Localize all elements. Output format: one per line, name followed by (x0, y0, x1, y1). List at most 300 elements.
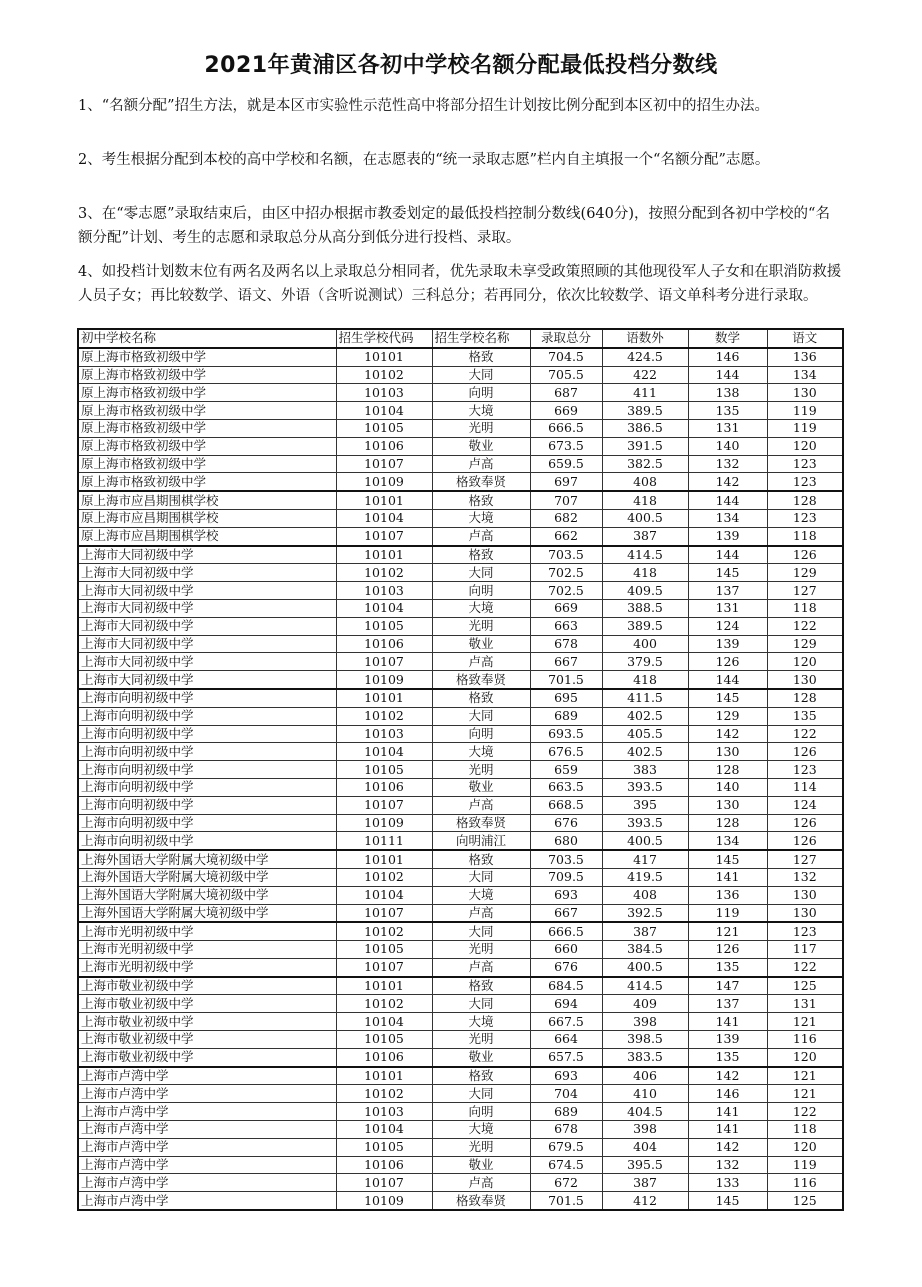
cell-school-code: 10111 (336, 832, 432, 850)
cell-three-subjects: 411.5 (602, 689, 688, 707)
cell-three-subjects: 419.5 (602, 868, 688, 886)
cell-junior-school: 原上海市格致初级中学 (78, 455, 336, 473)
cell-school-name: 大同 (432, 1085, 530, 1103)
cell-math: 133 (688, 1174, 767, 1192)
cell-chinese: 128 (767, 689, 843, 707)
cell-three-subjects: 422 (602, 366, 688, 384)
table-row (78, 455, 843, 473)
cell-three-subjects: 389.5 (602, 617, 688, 635)
cell-math: 137 (688, 995, 767, 1013)
header-math: 数学 (688, 329, 767, 348)
cell-school-name: 大同 (432, 366, 530, 384)
cell-three-subjects: 388.5 (602, 599, 688, 617)
cell-school-name: 向明 (432, 1103, 530, 1121)
cell-total-score: 694 (530, 995, 602, 1013)
cell-chinese: 118 (767, 599, 843, 617)
cell-school-name: 向明 (432, 725, 530, 743)
cell-school-code: 10105 (336, 1031, 432, 1049)
cell-three-subjects: 405.5 (602, 725, 688, 743)
cell-school-name: 格致奉贤 (432, 473, 530, 491)
cell-chinese: 114 (767, 778, 843, 796)
rule-paragraph-3: 3、在“零志愿”录取结束后，由区中招办根据市教委划定的最低投档控制分数线(640分)，按照分配到各初中学校的“名额分配”计划、考生的志愿和录取总分从高分到低分进行投档、录取。 (78, 206, 830, 246)
cell-school-code: 10107 (336, 653, 432, 671)
cell-school-code: 10104 (336, 402, 432, 420)
cell-chinese: 131 (767, 995, 843, 1013)
cell-three-subjects: 398 (602, 1121, 688, 1139)
header-total-score: 录取总分 (530, 329, 602, 348)
cell-school-code: 10103 (336, 1103, 432, 1121)
header-school-name: 招生学校名称 (432, 329, 530, 348)
cell-total-score: 676 (530, 958, 602, 976)
cell-junior-school: 上海市敬业初级中学 (78, 977, 336, 995)
cell-school-name: 敬业 (432, 437, 530, 455)
cell-school-name: 向明 (432, 582, 530, 600)
cell-school-code: 10107 (336, 796, 432, 814)
cell-chinese: 119 (767, 402, 843, 420)
cell-school-name: 卢高 (432, 904, 530, 922)
cell-chinese: 129 (767, 635, 843, 653)
cell-junior-school: 上海市卢湾中学 (78, 1138, 336, 1156)
cell-chinese: 136 (767, 348, 843, 366)
table-header-row (78, 329, 843, 348)
cell-three-subjects: 410 (602, 1085, 688, 1103)
cell-junior-school: 上海外国语大学附属大境初级中学 (78, 850, 336, 868)
cell-three-subjects: 414.5 (602, 977, 688, 995)
cell-three-subjects: 383 (602, 761, 688, 779)
cell-total-score: 668.5 (530, 796, 602, 814)
table-row (78, 778, 843, 796)
cell-school-code: 10107 (336, 1174, 432, 1192)
cell-junior-school: 上海市大同初级中学 (78, 617, 336, 635)
cell-junior-school: 上海市向明初级中学 (78, 743, 336, 761)
cell-total-score: 666.5 (530, 419, 602, 437)
cell-math: 129 (688, 707, 767, 725)
cell-junior-school: 上海市大同初级中学 (78, 653, 336, 671)
cell-chinese: 122 (767, 725, 843, 743)
cell-junior-school: 上海市向明初级中学 (78, 725, 336, 743)
cell-total-score: 662 (530, 527, 602, 545)
cell-school-name: 卢高 (432, 527, 530, 545)
cell-junior-school: 上海市向明初级中学 (78, 796, 336, 814)
table-row (78, 1031, 843, 1049)
cell-three-subjects: 402.5 (602, 743, 688, 761)
cell-school-code: 10105 (336, 941, 432, 959)
cell-three-subjects: 387 (602, 922, 688, 940)
cell-three-subjects: 408 (602, 473, 688, 491)
cell-chinese: 130 (767, 384, 843, 402)
cell-chinese: 127 (767, 582, 843, 600)
cell-three-subjects: 404 (602, 1138, 688, 1156)
table-row (78, 886, 843, 904)
cell-school-code: 10105 (336, 761, 432, 779)
cell-school-name: 卢高 (432, 958, 530, 976)
cell-total-score: 679.5 (530, 1138, 602, 1156)
cell-school-code: 10101 (336, 977, 432, 995)
cell-chinese: 120 (767, 437, 843, 455)
cell-school-name: 大同 (432, 995, 530, 1013)
cell-math: 144 (688, 491, 767, 509)
cell-junior-school: 上海市向明初级中学 (78, 778, 336, 796)
cell-three-subjects: 383.5 (602, 1048, 688, 1066)
cell-three-subjects: 411 (602, 384, 688, 402)
cell-junior-school: 原上海市应昌期围棋学校 (78, 491, 336, 509)
cell-total-score: 659 (530, 761, 602, 779)
cell-school-code: 10102 (336, 707, 432, 725)
table-row (78, 1013, 843, 1031)
cell-school-name: 光明 (432, 1031, 530, 1049)
table-row (78, 635, 843, 653)
cell-school-code: 10104 (336, 509, 432, 527)
cell-school-name: 大同 (432, 564, 530, 582)
cell-school-code: 10101 (336, 1067, 432, 1085)
cell-school-name: 格致奉贤 (432, 671, 530, 689)
cell-total-score: 689 (530, 707, 602, 725)
cell-math: 135 (688, 1048, 767, 1066)
cell-math: 145 (688, 689, 767, 707)
cell-total-score: 689 (530, 1103, 602, 1121)
cell-three-subjects: 404.5 (602, 1103, 688, 1121)
table-row (78, 617, 843, 635)
cell-school-code: 10102 (336, 1085, 432, 1103)
cell-junior-school: 原上海市格致初级中学 (78, 348, 336, 366)
cell-total-score: 660 (530, 941, 602, 959)
cell-school-code: 10102 (336, 995, 432, 1013)
rule-paragraph-4: 4、如投档计划数末位有两名及两名以上录取总分相同者，优先录取未享受政策照顾的其他现役军人子女和在职消防救援人员子女；再比较数学、语文、外语（含听说测试）三科总分；若再同分，依次比较数学、语文单科考分进行录取。 (78, 264, 842, 304)
cell-math: 145 (688, 564, 767, 582)
cell-math: 126 (688, 941, 767, 959)
cell-total-score: 659.5 (530, 455, 602, 473)
cell-three-subjects: 400.5 (602, 958, 688, 976)
cell-chinese: 123 (767, 473, 843, 491)
cell-total-score: 703.5 (530, 546, 602, 564)
cell-total-score: 705.5 (530, 366, 602, 384)
cell-school-code: 10105 (336, 1138, 432, 1156)
table-row (78, 419, 843, 437)
table-row (78, 527, 843, 545)
cell-math: 147 (688, 977, 767, 995)
cell-school-name: 光明 (432, 617, 530, 635)
cell-chinese: 119 (767, 419, 843, 437)
table-row (78, 402, 843, 420)
cell-total-score: 684.5 (530, 977, 602, 995)
cell-three-subjects: 389.5 (602, 402, 688, 420)
table-row (78, 868, 843, 886)
page-title: 2021年黄浦区各初中学校名额分配最低投档分数线 (204, 53, 718, 78)
cell-three-subjects: 406 (602, 1067, 688, 1085)
cell-school-code: 10103 (336, 725, 432, 743)
cell-chinese: 130 (767, 904, 843, 922)
cell-junior-school: 上海外国语大学附属大境初级中学 (78, 886, 336, 904)
cell-math: 145 (688, 850, 767, 868)
cell-three-subjects: 414.5 (602, 546, 688, 564)
table-row (78, 995, 843, 1013)
cell-three-subjects: 382.5 (602, 455, 688, 473)
cell-junior-school: 上海市大同初级中学 (78, 582, 336, 600)
cell-three-subjects: 387 (602, 527, 688, 545)
cell-math: 144 (688, 671, 767, 689)
cell-three-subjects: 418 (602, 671, 688, 689)
table-row (78, 941, 843, 959)
table-row (78, 743, 843, 761)
cell-chinese: 128 (767, 491, 843, 509)
cell-total-score: 693.5 (530, 725, 602, 743)
cell-school-code: 10106 (336, 635, 432, 653)
cell-chinese: 125 (767, 977, 843, 995)
table-row (78, 814, 843, 832)
cell-math: 141 (688, 1103, 767, 1121)
cell-junior-school: 上海市敬业初级中学 (78, 1048, 336, 1066)
cell-school-name: 格致 (432, 850, 530, 868)
cell-junior-school: 上海市光明初级中学 (78, 941, 336, 959)
cell-school-code: 10101 (336, 348, 432, 366)
cell-chinese: 121 (767, 1013, 843, 1031)
cell-math: 134 (688, 509, 767, 527)
cell-school-name: 敬业 (432, 778, 530, 796)
cell-junior-school: 原上海市格致初级中学 (78, 366, 336, 384)
cell-school-code: 10102 (336, 868, 432, 886)
cell-school-name: 格致 (432, 546, 530, 564)
cell-junior-school: 上海市卢湾中学 (78, 1192, 336, 1210)
cell-junior-school: 上海市卢湾中学 (78, 1067, 336, 1085)
cell-total-score: 673.5 (530, 437, 602, 455)
cell-school-name: 卢高 (432, 1174, 530, 1192)
table-row (78, 1192, 843, 1210)
cell-total-score: 676 (530, 814, 602, 832)
cell-school-code: 10106 (336, 437, 432, 455)
cell-chinese: 126 (767, 546, 843, 564)
table-row (78, 653, 843, 671)
table-row (78, 832, 843, 850)
cell-junior-school: 原上海市格致初级中学 (78, 437, 336, 455)
cell-junior-school: 上海市大同初级中学 (78, 671, 336, 689)
table-row (78, 1138, 843, 1156)
cell-school-name: 大同 (432, 868, 530, 886)
cell-total-score: 707 (530, 491, 602, 509)
table-row (78, 977, 843, 995)
cell-school-name: 格致 (432, 348, 530, 366)
cell-math: 130 (688, 743, 767, 761)
cell-junior-school: 原上海市格致初级中学 (78, 473, 336, 491)
cell-total-score: 667.5 (530, 1013, 602, 1031)
cell-total-score: 702.5 (530, 564, 602, 582)
cell-three-subjects: 400.5 (602, 509, 688, 527)
cell-math: 121 (688, 922, 767, 940)
cell-junior-school: 上海市敬业初级中学 (78, 1013, 336, 1031)
cell-chinese: 125 (767, 1192, 843, 1210)
cell-three-subjects: 387 (602, 1174, 688, 1192)
cell-school-name: 大境 (432, 1121, 530, 1139)
cell-chinese: 123 (767, 509, 843, 527)
cell-junior-school: 上海市向明初级中学 (78, 689, 336, 707)
cell-school-code: 10101 (336, 546, 432, 564)
cell-junior-school: 上海市敬业初级中学 (78, 995, 336, 1013)
cell-school-code: 10106 (336, 1156, 432, 1174)
cell-school-code: 10109 (336, 473, 432, 491)
table-row (78, 922, 843, 940)
cell-total-score: 703.5 (530, 850, 602, 868)
table-row (78, 707, 843, 725)
cell-math: 135 (688, 402, 767, 420)
cell-junior-school: 上海市向明初级中学 (78, 761, 336, 779)
cell-three-subjects: 408 (602, 886, 688, 904)
cell-junior-school: 原上海市格致初级中学 (78, 402, 336, 420)
cell-math: 142 (688, 725, 767, 743)
cell-junior-school: 原上海市格致初级中学 (78, 384, 336, 402)
cell-three-subjects: 400.5 (602, 832, 688, 850)
table-row (78, 437, 843, 455)
cell-total-score: 657.5 (530, 1048, 602, 1066)
cell-math: 126 (688, 653, 767, 671)
table-row (78, 689, 843, 707)
cell-math: 139 (688, 635, 767, 653)
cell-chinese: 122 (767, 617, 843, 635)
cell-school-code: 10105 (336, 419, 432, 437)
table-row (78, 1156, 843, 1174)
cell-school-code: 10109 (336, 1192, 432, 1210)
cell-math: 146 (688, 1085, 767, 1103)
cell-school-name: 大境 (432, 743, 530, 761)
cell-math: 135 (688, 958, 767, 976)
cell-total-score: 704 (530, 1085, 602, 1103)
cell-junior-school: 上海外国语大学附属大境初级中学 (78, 904, 336, 922)
rule-paragraph-1: 1、“名额分配”招生方法，就是本区市实验性示范性高中将部分招生计划按比例分配到本区初中的招生办法。 (78, 98, 770, 114)
cell-three-subjects: 392.5 (602, 904, 688, 922)
cell-three-subjects: 418 (602, 491, 688, 509)
cell-school-code: 10107 (336, 904, 432, 922)
cell-chinese: 118 (767, 1121, 843, 1139)
table-row (78, 958, 843, 976)
cell-school-name: 卢高 (432, 455, 530, 473)
cell-school-name: 格致 (432, 491, 530, 509)
header-school-code: 招生学校代码 (336, 329, 432, 348)
cell-school-name: 光明 (432, 1138, 530, 1156)
cell-school-name: 向明浦江 (432, 832, 530, 850)
cell-junior-school: 上海市卢湾中学 (78, 1174, 336, 1192)
cell-math: 130 (688, 796, 767, 814)
cell-chinese: 129 (767, 564, 843, 582)
cell-total-score: 701.5 (530, 671, 602, 689)
cell-math: 142 (688, 1138, 767, 1156)
cell-school-code: 10109 (336, 671, 432, 689)
cell-junior-school: 上海市大同初级中学 (78, 635, 336, 653)
cell-chinese: 121 (767, 1067, 843, 1085)
table-row (78, 904, 843, 922)
cell-school-name: 大同 (432, 707, 530, 725)
cell-total-score: 664 (530, 1031, 602, 1049)
cell-total-score: 666.5 (530, 922, 602, 940)
cell-school-name: 大境 (432, 509, 530, 527)
cell-junior-school: 上海市向明初级中学 (78, 814, 336, 832)
cell-total-score: 680 (530, 832, 602, 850)
cell-school-code: 10105 (336, 617, 432, 635)
cell-total-score: 669 (530, 599, 602, 617)
cell-junior-school: 上海市卢湾中学 (78, 1103, 336, 1121)
cell-three-subjects: 417 (602, 850, 688, 868)
cell-math: 138 (688, 384, 767, 402)
cell-three-subjects: 424.5 (602, 348, 688, 366)
cell-chinese: 122 (767, 958, 843, 976)
cell-school-name: 光明 (432, 419, 530, 437)
cell-school-code: 10104 (336, 743, 432, 761)
cell-total-score: 682 (530, 509, 602, 527)
cell-total-score: 709.5 (530, 868, 602, 886)
cell-total-score: 676.5 (530, 743, 602, 761)
cell-school-name: 格致奉贤 (432, 814, 530, 832)
cell-chinese: 124 (767, 796, 843, 814)
cell-junior-school: 原上海市应昌期围棋学校 (78, 527, 336, 545)
cell-three-subjects: 398 (602, 1013, 688, 1031)
cell-total-score: 669 (530, 402, 602, 420)
cell-school-name: 格致 (432, 977, 530, 995)
cell-chinese: 123 (767, 922, 843, 940)
cell-chinese: 123 (767, 455, 843, 473)
cell-junior-school: 上海市卢湾中学 (78, 1085, 336, 1103)
cell-math: 142 (688, 473, 767, 491)
header-three-subjects: 语数外 (602, 329, 688, 348)
cell-chinese: 135 (767, 707, 843, 725)
cell-total-score: 678 (530, 1121, 602, 1139)
cell-junior-school: 上海市向明初级中学 (78, 832, 336, 850)
cell-chinese: 130 (767, 671, 843, 689)
cell-total-score: 667 (530, 653, 602, 671)
cell-school-code: 10109 (336, 814, 432, 832)
cell-school-name: 光明 (432, 941, 530, 959)
cell-three-subjects: 379.5 (602, 653, 688, 671)
cell-school-code: 10104 (336, 1013, 432, 1031)
cell-chinese: 121 (767, 1085, 843, 1103)
cell-math: 131 (688, 599, 767, 617)
table-row (78, 491, 843, 509)
cell-school-name: 大境 (432, 402, 530, 420)
cell-chinese: 116 (767, 1174, 843, 1192)
cell-math: 137 (688, 582, 767, 600)
cell-junior-school: 上海外国语大学附属大境初级中学 (78, 868, 336, 886)
cell-three-subjects: 409 (602, 995, 688, 1013)
cell-total-score: 704.5 (530, 348, 602, 366)
cell-school-name: 大境 (432, 599, 530, 617)
cell-school-code: 10107 (336, 527, 432, 545)
table-row (78, 1067, 843, 1085)
cell-school-code: 10102 (336, 922, 432, 940)
cell-junior-school: 上海市光明初级中学 (78, 958, 336, 976)
cell-math: 142 (688, 1067, 767, 1085)
cell-three-subjects: 395 (602, 796, 688, 814)
table-row (78, 1174, 843, 1192)
cell-total-score: 663.5 (530, 778, 602, 796)
table-row (78, 1121, 843, 1139)
cell-school-name: 敬业 (432, 1048, 530, 1066)
cell-junior-school: 上海市大同初级中学 (78, 599, 336, 617)
header-chinese: 语文 (767, 329, 843, 348)
cell-junior-school: 上海市光明初级中学 (78, 922, 336, 940)
cell-math: 140 (688, 778, 767, 796)
cell-math: 119 (688, 904, 767, 922)
cell-math: 141 (688, 1013, 767, 1031)
cell-junior-school: 上海市卢湾中学 (78, 1121, 336, 1139)
cell-school-code: 10101 (336, 850, 432, 868)
cell-chinese: 126 (767, 743, 843, 761)
cell-school-code: 10101 (336, 491, 432, 509)
cell-math: 132 (688, 455, 767, 473)
cell-school-name: 卢高 (432, 653, 530, 671)
cell-total-score: 667 (530, 904, 602, 922)
cell-school-name: 大同 (432, 922, 530, 940)
cell-three-subjects: 384.5 (602, 941, 688, 959)
table-row (78, 384, 843, 402)
cell-three-subjects: 393.5 (602, 778, 688, 796)
cell-school-name: 格致 (432, 1067, 530, 1085)
cell-junior-school: 上海市向明初级中学 (78, 707, 336, 725)
